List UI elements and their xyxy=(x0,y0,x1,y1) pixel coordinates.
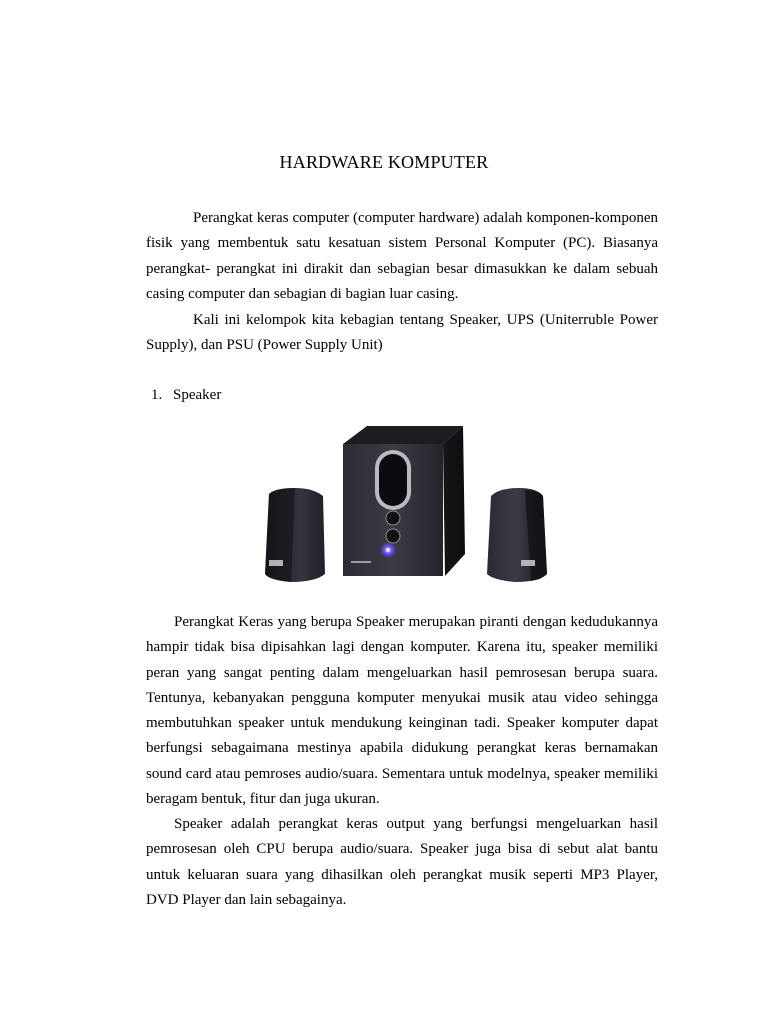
speaker-paragraph-1 xyxy=(146,610,658,812)
speaker-set-image xyxy=(255,424,555,594)
section-heading-text: Speaker xyxy=(173,387,222,403)
speaker-paragraph-2 xyxy=(146,812,658,913)
subwoofer-speaker xyxy=(343,426,465,576)
intro-paragraph-2-text: Kali ini kelompok kita kebagian tentang Speaker, UPS (Uniterruble Power Supply), dan PSU (Power Supply Unit) xyxy=(146,312,658,354)
intro-paragraph-2 xyxy=(146,308,658,359)
left-satellite-speaker xyxy=(265,488,325,582)
right-satellite-speaker xyxy=(487,488,547,582)
intro-paragraph-1 xyxy=(146,206,658,307)
document-title: HARDWARE KOMPUTER xyxy=(279,152,489,172)
list-number: 1. xyxy=(151,387,163,403)
section-heading-speaker xyxy=(151,384,221,406)
speaker-paragraph-2-text: Speaker adalah perangkat keras output yang berfungsi mengeluarkan hasil pemrosesan oleh CPU berupa audio/suara. Speaker juga bisa di sebut alat bantu untuk keluaran suara yang dihasilkan oleh perangkat musik seperti MP3 Player, DVD Player dan lain sebagainya. xyxy=(146,816,658,908)
intro-paragraph-1-text: Perangkat keras computer (computer hardware) adalah komponen-komponen fisik yang membentuk satu kesatuan sistem Personal Komputer (PC). Biasanya perangkat- perangkat ini dirakit dan sebagian besar dimasukkan ke dalam sebuah casing computer dan sebagian di bagian luar casing. xyxy=(146,210,658,302)
speaker-paragraph-1-text: Perangkat Keras yang berupa Speaker merupakan piranti dengan kedudukannya hampir tidak bisa dipisahkan lagi dengan komputer. Karena itu, speaker memiliki peran yang sangat penting dalam mengeluarkan hasil pemrosesan berupa suara. Tentunya, kebanyakan pengguna komputer menyukai musik atau video sehingga membutuhkan speaker untuk mendukung keinginan tadi. Speaker komputer dapat berfungsi sebagaimana mestinya apabila didukung perangkat keras bernamakan sound card atau pemroses audio/suara. Sementara untuk modelnya, speaker memiliki beragam bentuk, fitur dan juga ukuran. xyxy=(146,614,658,808)
